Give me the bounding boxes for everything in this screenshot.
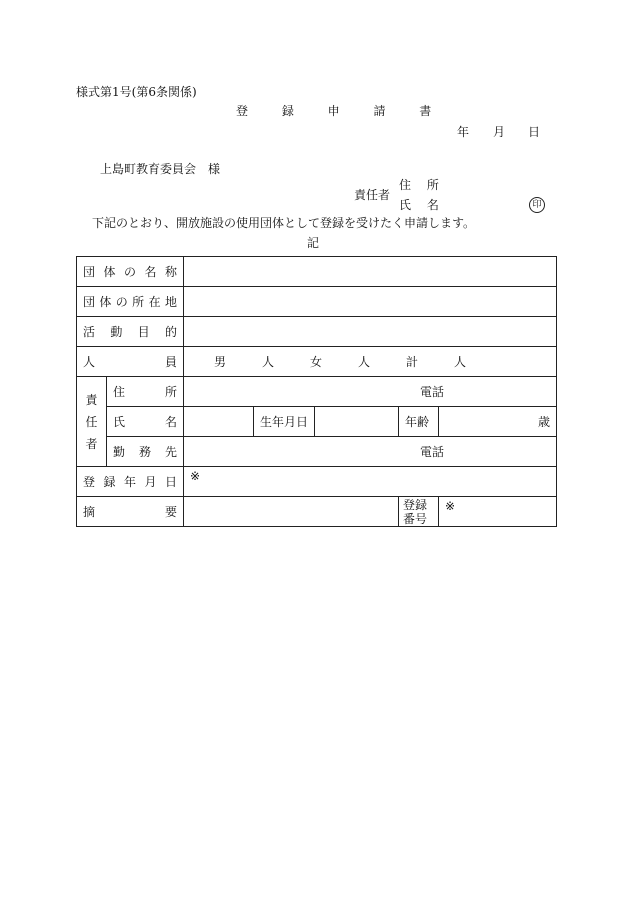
- age-label: 年齢: [399, 407, 439, 437]
- remarks-field[interactable]: [184, 497, 399, 527]
- birthdate-label: 生年月日: [254, 407, 315, 437]
- row-registration-date: [77, 467, 557, 497]
- male-label: 男: [214, 354, 227, 369]
- members-field[interactable]: [184, 347, 557, 377]
- row-responsible-name: [77, 407, 557, 437]
- row-workplace: [77, 437, 557, 467]
- activity-purpose-field[interactable]: [184, 317, 557, 347]
- remarks-label: 摘 要: [83, 504, 178, 519]
- ki-heading: 記: [307, 236, 320, 250]
- applicant-name-label: 氏 名: [399, 198, 445, 212]
- registration-number-label: 登録番号: [399, 497, 439, 527]
- workplace-phone-label: 電話: [420, 444, 445, 459]
- row-remarks: [77, 497, 557, 527]
- responsible-address-field[interactable]: [184, 377, 557, 407]
- date-day-label: 日: [528, 125, 541, 139]
- group-location-label: 団 体 の 所 在 地: [83, 294, 177, 309]
- female-label: 女: [310, 354, 323, 369]
- group-location-field[interactable]: [184, 287, 557, 317]
- address-phone-label: 電話: [420, 384, 445, 399]
- total-label: 計: [406, 354, 419, 369]
- addressee: 上島町教育委員会 様: [100, 162, 221, 176]
- birthdate-field[interactable]: [315, 407, 399, 437]
- group-name-label: 団 体 の 名 称: [83, 264, 178, 279]
- row-group-location: [77, 287, 557, 317]
- responsible-vertical-label: 責 任 者: [77, 377, 107, 467]
- date-year-label: 年: [457, 125, 470, 139]
- responsible-name-label: 氏 名: [113, 414, 178, 429]
- row-group-name: [77, 257, 557, 287]
- document-title: 登 録 申 請 書: [236, 104, 447, 118]
- workplace-label: 勤 務 先: [113, 444, 178, 459]
- age-field[interactable]: [439, 407, 557, 437]
- total-unit: 人: [454, 354, 467, 369]
- registration-date-field[interactable]: [184, 467, 557, 497]
- office-use-mark: ※: [190, 469, 201, 483]
- members-label: 人 員: [83, 354, 178, 369]
- office-use-mark: ※: [445, 499, 456, 513]
- intro-text: 下記のとおり、開放施設の使用団体として登録を受けたく申請します。: [92, 216, 476, 230]
- registration-number-field[interactable]: [439, 497, 557, 527]
- activity-purpose-label: 活 動 目 的: [83, 324, 177, 339]
- responsible-address-label: 住 所: [113, 384, 178, 399]
- female-unit: 人: [358, 354, 371, 369]
- age-unit: 歳: [538, 414, 551, 429]
- seal-mark: 印: [529, 197, 545, 213]
- applicant-address-label: 住 所: [399, 178, 445, 192]
- date-month-label: 月: [493, 125, 506, 139]
- form-number: 様式第1号(第6条関係): [76, 85, 197, 99]
- responsible-label: 責任者: [354, 188, 391, 202]
- male-unit: 人: [262, 354, 275, 369]
- group-name-field[interactable]: [184, 257, 557, 287]
- workplace-field[interactable]: [184, 437, 557, 467]
- row-members: [77, 347, 557, 377]
- responsible-name-field[interactable]: [184, 407, 254, 437]
- registration-date-label: 登 録 年 月 日: [83, 474, 178, 489]
- row-activity-purpose: [77, 317, 557, 347]
- registration-form-table: [76, 256, 557, 527]
- row-responsible-address: [77, 377, 557, 407]
